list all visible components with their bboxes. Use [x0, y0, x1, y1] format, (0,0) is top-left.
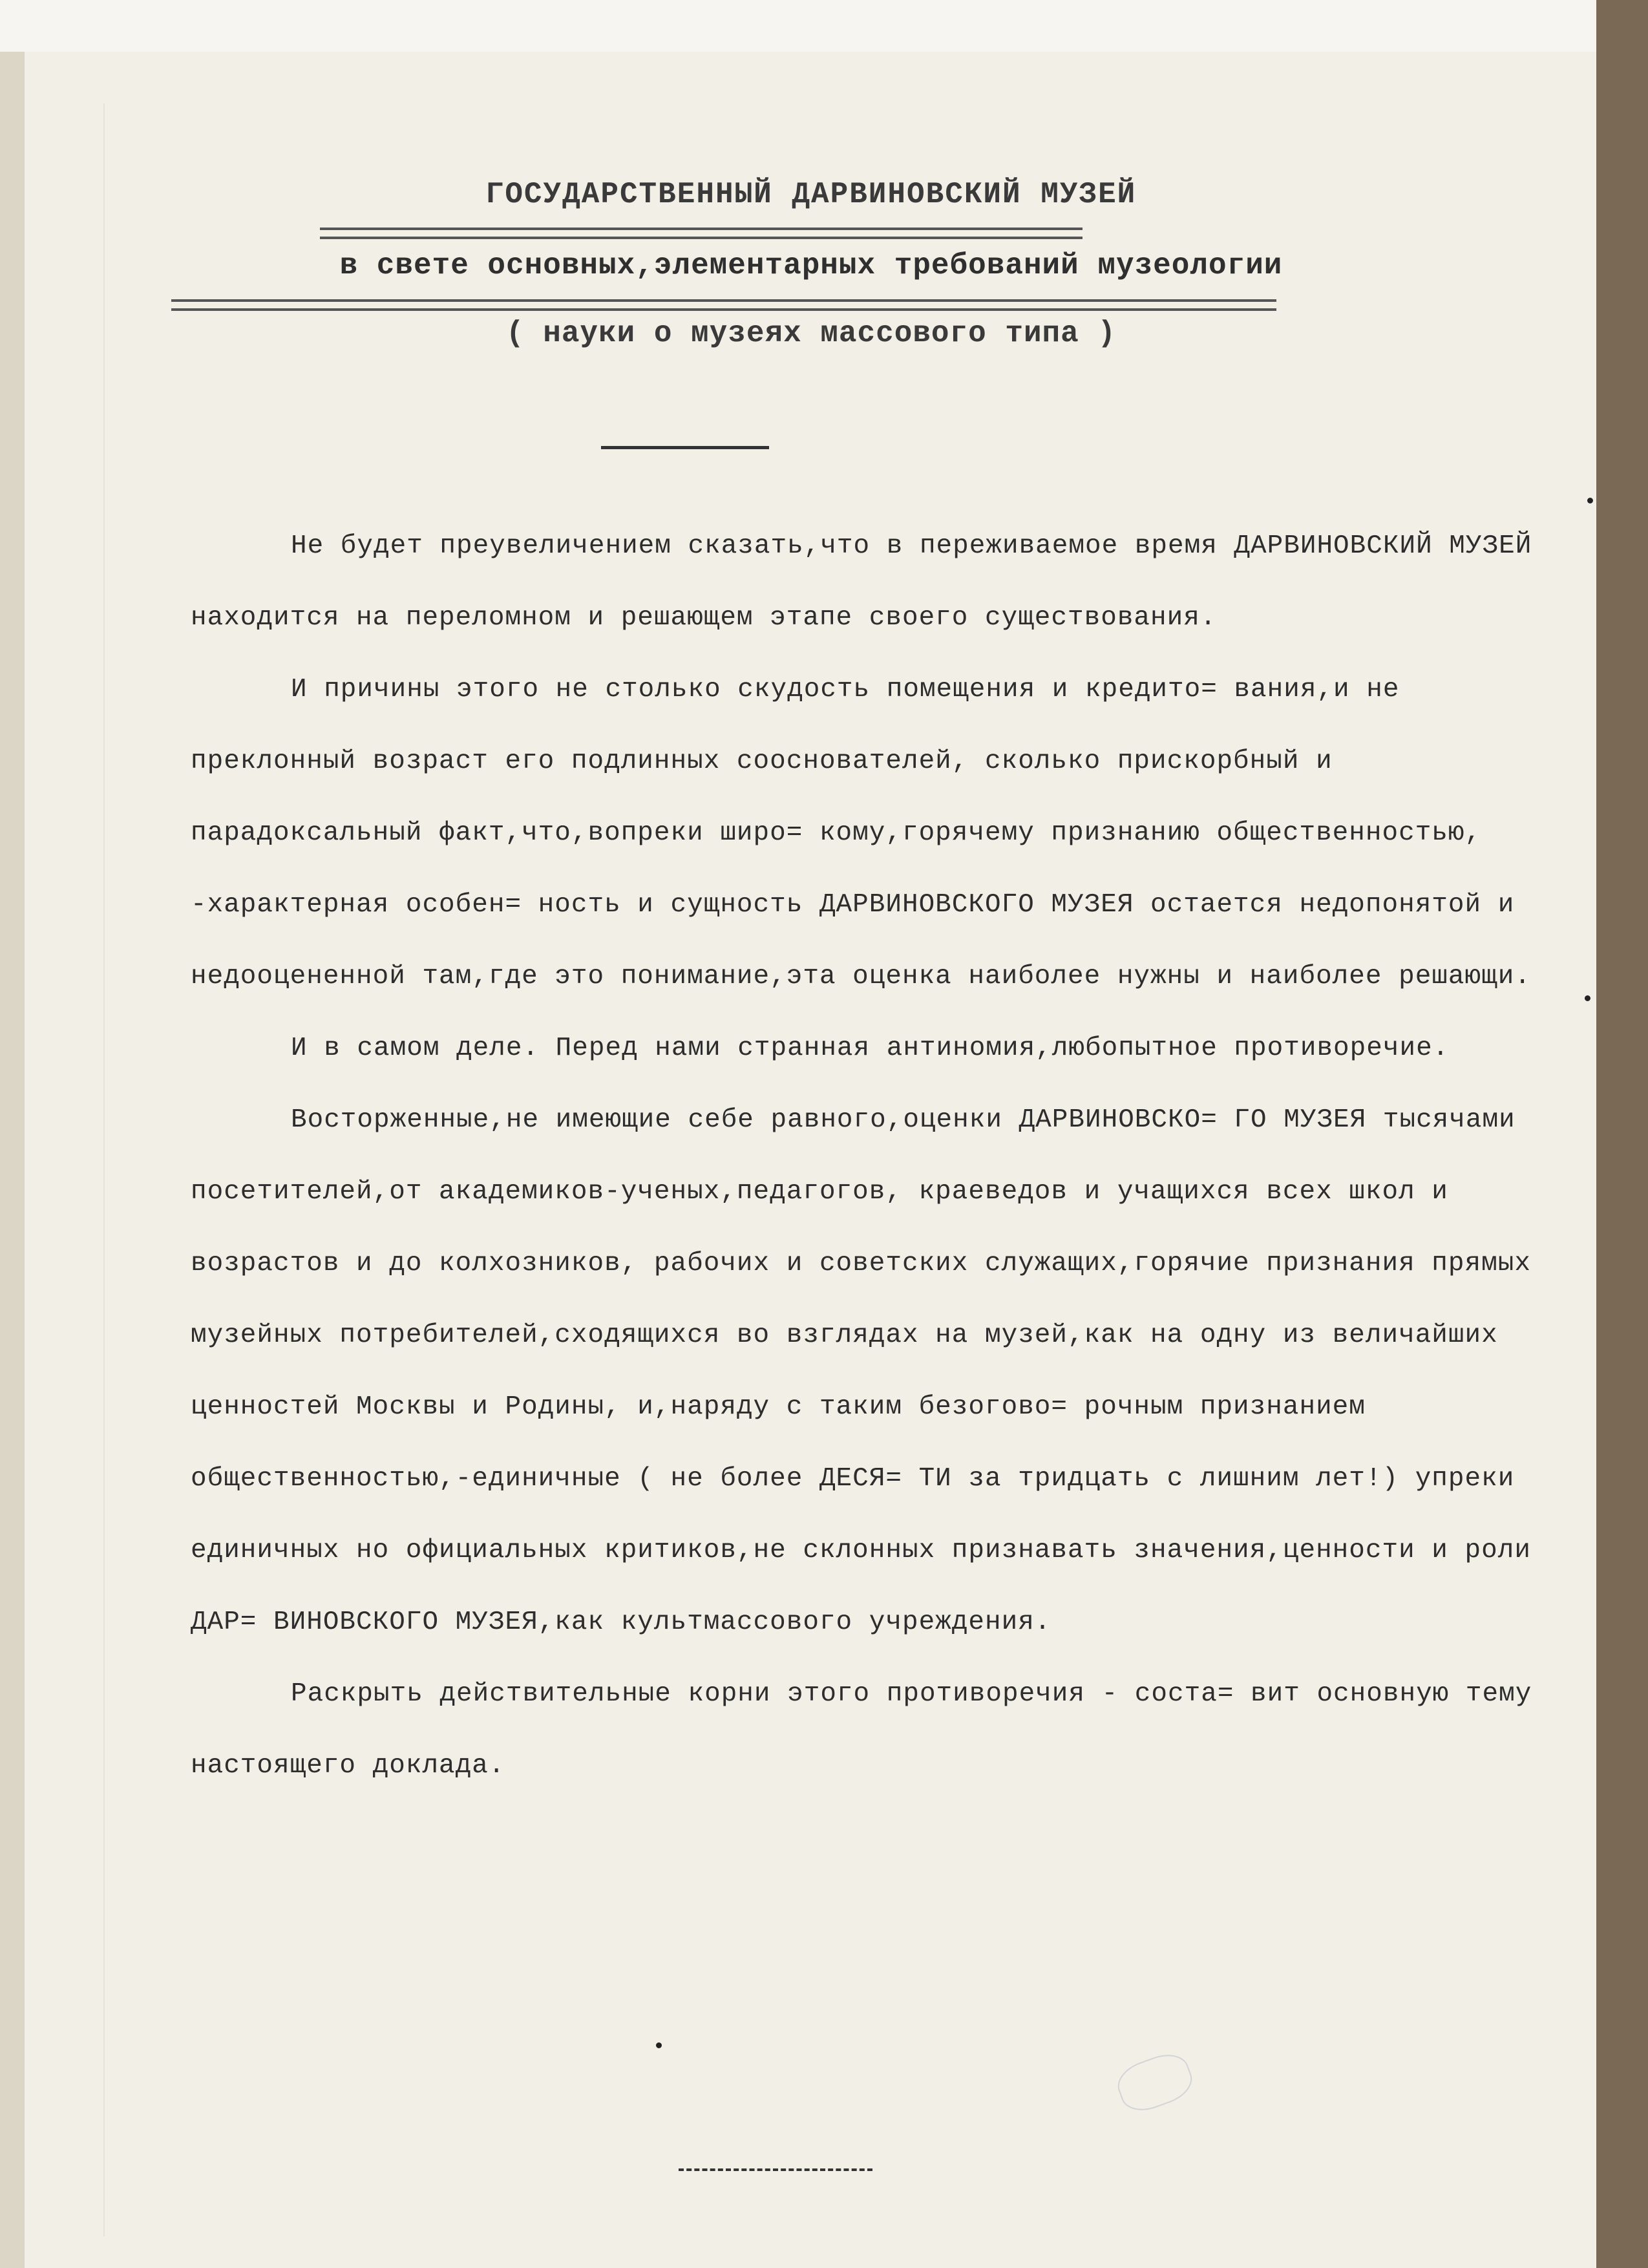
ink-dot [1585, 995, 1590, 1001]
subtitle-double-underline [171, 299, 1276, 311]
title-double-underline [320, 228, 1083, 239]
document-body [191, 511, 1554, 1802]
document-title: ГОСУДАРСТВЕННЫЙ ДАРВИНОВСКИЙ МУЗЕЙ [485, 178, 1137, 211]
paper-fold [103, 103, 105, 2236]
scan-background-top [0, 0, 1622, 53]
paragraph: И в самом деле. Перед нами странная антиномия,любопытное противоречие. [291, 1033, 1450, 1063]
paragraph: Раскрыть действительные корни этого противоречия - соста= вит основную тему настоящего доклада. [191, 1679, 1532, 1781]
closing-separator-rule [679, 2168, 872, 2171]
paper-left-edge [0, 52, 25, 2268]
header-separator-rule [601, 446, 769, 449]
ink-dot [1587, 498, 1593, 503]
document-subtitle-parenthetical: ( науки о музеях массового типа ) [506, 317, 1116, 350]
paragraph: И причины этого не столько скудость помещения и кредито= вания,и не преклонный возраст его подлинных сооснователей, сколько прискорбный и парадоксальный факт,что,вопреки широ= кому,горячему признанию общественностью, -характерная особен= ность и сущность ДАРВИНОВСКОГО МУЗЕЯ остается недопонятой и недооцененной там,где это понимание,эта оценка наиболее нужны и наиболее решающи. [191, 675, 1531, 991]
paragraph: Не будет преувеличением сказать,что в переживаемое время ДАРВИНОВСКИЙ МУЗЕЙ находится на переломном и решающем этапе своего существования. [191, 531, 1532, 633]
paragraph: Восторженные,не имеющие себе равного,оценки ДАРВИНОВСКО= ГО МУЗЕЯ тысячами посетителей,от академиков-ученых,педагогов, краеведов и учащихся всех школ и возрастов и до колхозников, рабочих и советских служащих,горячие признания прямых музейных потребителей,сходящихся во взглядах на музей,как на одну из величайших ценностей Москвы и Родины, и,наряду с таким безогово= рочным признанием общественностью,-единичные ( не более ДЕСЯ= ТИ за тридцать с лишним лет!) упреки единичных но официальных критиков,не склонных признавать значения,ценности и роли ДАР= ВИНОВСКОГО МУЗЕЯ,как культмассового учреждения. [191, 1105, 1531, 1637]
ink-dot [656, 2042, 662, 2048]
document-subtitle: в свете основных,элементарных требований музеологии [339, 249, 1283, 282]
